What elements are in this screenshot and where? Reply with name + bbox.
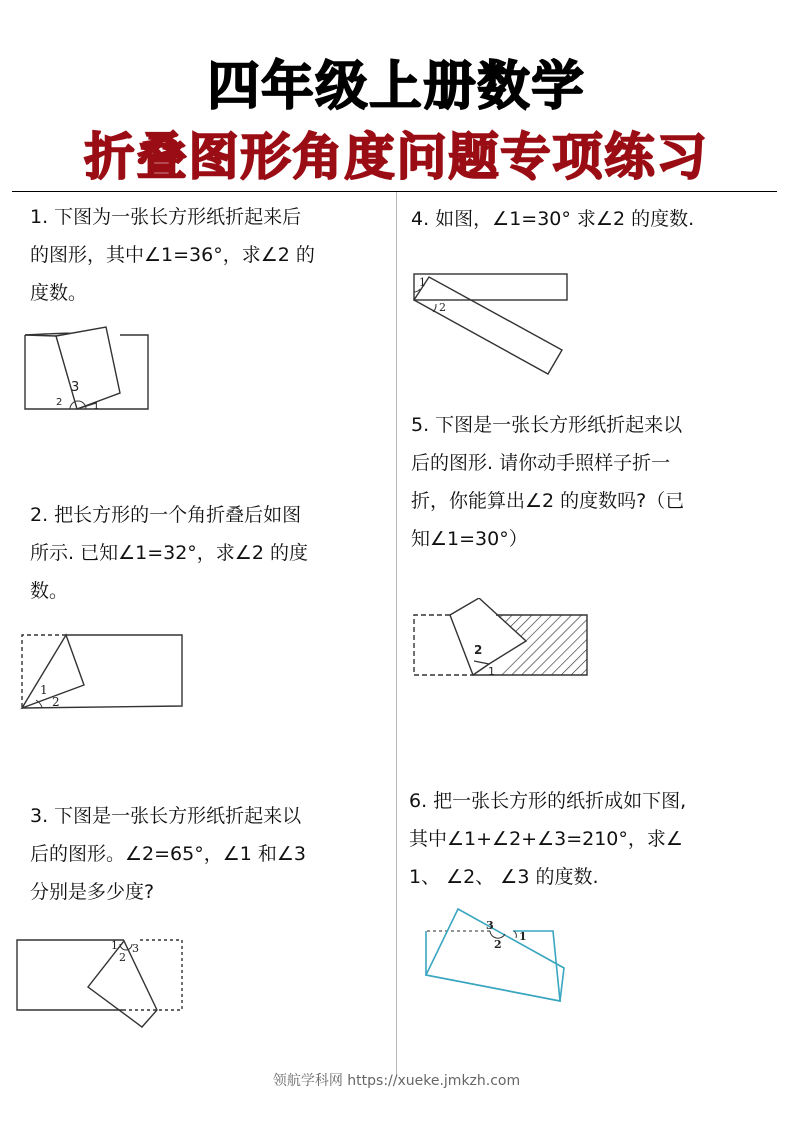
question-6-figure bbox=[420, 900, 570, 1005]
question-text-line: 分别是多少度? bbox=[30, 881, 155, 903]
question-4-figure bbox=[408, 270, 573, 380]
question-5 bbox=[411, 406, 684, 558]
question-text-line: 度数。 bbox=[30, 282, 88, 304]
column-divider bbox=[396, 192, 397, 1077]
question-text-line: 4. 如图，∠1=30° 求∠2 的度数. bbox=[411, 208, 695, 230]
question-text-line: 后的图形. 请你动手照样子折一 bbox=[411, 452, 671, 474]
svg-text:1: 1 bbox=[40, 683, 48, 697]
question-text-line: 6. 把一张长方形的纸折成如下图, bbox=[409, 790, 687, 812]
svg-text:2: 2 bbox=[439, 301, 446, 314]
header-divider bbox=[12, 191, 777, 192]
question-4 bbox=[411, 200, 694, 238]
svg-text:1: 1 bbox=[519, 930, 527, 943]
question-text-line: 3. 下图是一张长方形纸折起来以 bbox=[30, 805, 302, 827]
svg-text:3: 3 bbox=[486, 919, 494, 932]
question-text-line: 2. 把长方形的一个角折叠后如图 bbox=[30, 504, 302, 526]
question-text-line: 知∠1=30°） bbox=[411, 528, 528, 550]
question-3 bbox=[30, 797, 306, 911]
svg-text:2: 2 bbox=[52, 695, 60, 709]
question-3-figure bbox=[12, 930, 192, 1030]
question-6 bbox=[409, 782, 686, 896]
question-text-line: 的图形，其中∠1=36°，求∠2 的 bbox=[30, 244, 315, 266]
svg-text:3: 3 bbox=[71, 380, 80, 395]
question-text-line: 所示. 已知∠1=32°，求∠2 的度 bbox=[30, 542, 308, 564]
question-text-line: 1、 ∠2、 ∠3 的度数. bbox=[409, 866, 599, 888]
svg-text:2: 2 bbox=[494, 938, 502, 951]
svg-text:2: 2 bbox=[119, 951, 126, 964]
page-title: 四年级上册数学 bbox=[207, 56, 586, 117]
question-5-figure bbox=[410, 598, 595, 683]
footer-source: 领航学科网 https://xueke.jmkzh.com bbox=[272, 1073, 521, 1089]
question-text-line: 其中∠1+∠2+∠3=210°，求∠ bbox=[409, 828, 683, 850]
svg-text:1: 1 bbox=[419, 276, 426, 289]
question-2-figure bbox=[16, 628, 191, 713]
question-2 bbox=[30, 496, 308, 610]
question-text-line: 数。 bbox=[30, 580, 69, 602]
svg-text:3: 3 bbox=[132, 942, 139, 955]
question-text-line: 折，你能算出∠2 的度数吗?（已 bbox=[411, 490, 685, 512]
question-1 bbox=[30, 198, 315, 312]
svg-text:2: 2 bbox=[56, 397, 63, 408]
question-text-line: 1. 下图为一张长方形纸折起来后 bbox=[30, 206, 302, 228]
svg-text:2: 2 bbox=[474, 643, 483, 657]
question-text-line: 5. 下图是一张长方形纸折起来以 bbox=[411, 414, 683, 436]
svg-text:1: 1 bbox=[111, 939, 118, 952]
page-subtitle: 折叠图形角度问题专项练习 bbox=[84, 127, 709, 186]
question-text-line: 后的图形。∠2=65°，∠1 和∠3 bbox=[30, 843, 307, 865]
svg-text:1: 1 bbox=[93, 401, 100, 412]
svg-text:1: 1 bbox=[488, 665, 495, 678]
question-1-figure bbox=[20, 320, 160, 420]
